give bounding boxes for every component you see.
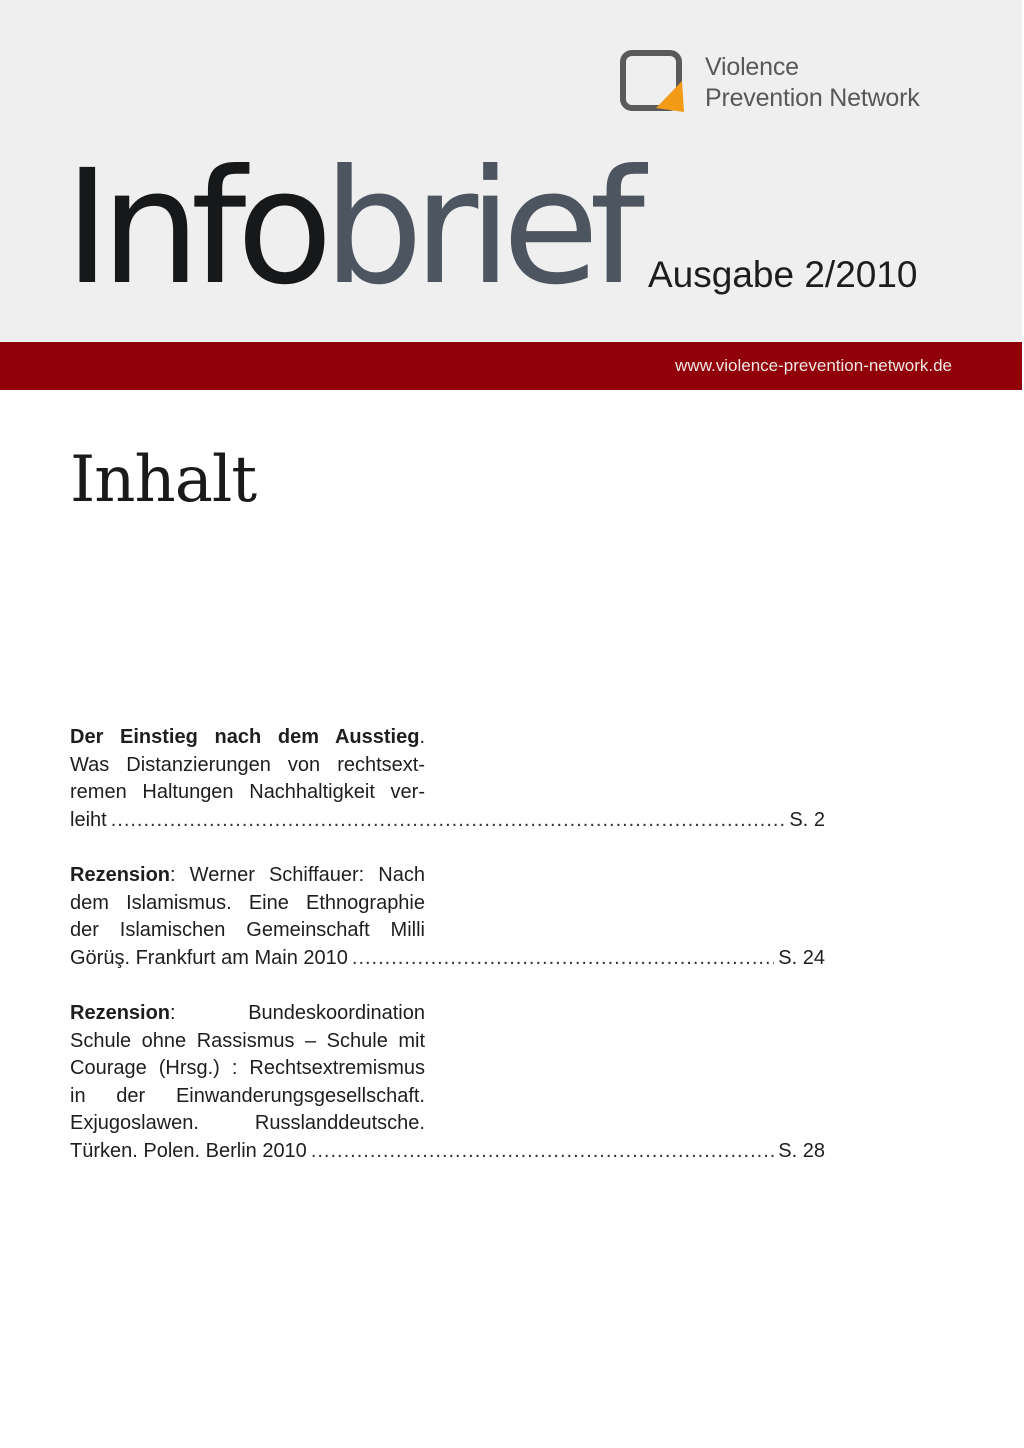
leader-dots xyxy=(111,807,786,835)
page-number: S. 28 xyxy=(778,1139,825,1162)
page-number: S. 2 xyxy=(789,808,825,831)
toc-entry-line: remen Haltungen Nachhaltigkeit ver- xyxy=(70,781,425,803)
toc-entry[interactable] xyxy=(70,862,830,972)
toc-entry-last-line xyxy=(70,1138,825,1166)
toc-entry[interactable] xyxy=(70,724,830,834)
logo-wordmark xyxy=(705,52,920,114)
page-number: S. 24 xyxy=(778,946,825,969)
toc-entry-line: leiht xyxy=(70,808,107,831)
table-of-contents xyxy=(70,724,830,1193)
toc-entry-line: Exjugoslawen. Russlanddeutsche. xyxy=(70,1112,425,1134)
toc-entry-title-rest: : Werner Schiffauer: Nach xyxy=(170,864,425,886)
toc-entry-line: der Islamischen Gemeinschaft Milli xyxy=(70,919,425,941)
toc-entry-line: Courage (Hrsg.) : Rechtsextremismus xyxy=(70,1057,425,1079)
toc-entry-title-colon: : xyxy=(170,1002,176,1024)
toc-entry-title-line xyxy=(70,1000,425,1028)
toc-entry-bold-title: Der Einstieg nach dem Ausstieg xyxy=(70,726,420,748)
issue-label: Ausgabe 2/2010 xyxy=(648,254,918,295)
toc-entry-title-rest: Bundeskoordination xyxy=(248,1002,425,1024)
page-title xyxy=(64,128,635,328)
toc-entry-bold-title: Rezension xyxy=(70,1002,171,1024)
vpn-logo-icon xyxy=(620,50,684,112)
leader-dots xyxy=(352,945,774,973)
toc-heading: Inhalt xyxy=(70,443,257,517)
toc-entry-title-line xyxy=(70,862,425,890)
toc-entry-line: Was Distanzierungen von rechtsext- xyxy=(70,753,425,776)
logo-line-2: Prevention Network xyxy=(705,84,920,112)
toc-entry-title-line: Der Einstieg nach dem Ausstieg. xyxy=(70,726,425,748)
toc-entry[interactable] xyxy=(70,1000,830,1165)
title-part-brief: brief xyxy=(323,136,636,320)
toc-entry-line: Görüş. Frankfurt am Main 2010 xyxy=(70,946,348,969)
toc-entry-last-line xyxy=(70,807,825,835)
toc-entry-line: dem Islamismus. Eine Ethnographie xyxy=(70,891,425,914)
leader-dots xyxy=(311,1138,774,1166)
logo-line-1: Violence xyxy=(705,53,799,81)
toc-entry-last-line xyxy=(70,945,825,973)
toc-entry-bold-title: Rezension xyxy=(70,864,171,886)
url-band xyxy=(0,342,1022,390)
title-part-info: Info xyxy=(64,136,324,320)
toc-entry-line: Türken. Polen. Berlin 2010 xyxy=(70,1139,307,1162)
toc-entry-line: in der Einwanderungsgesellschaft. xyxy=(70,1084,425,1107)
header xyxy=(0,0,1022,342)
website-url: www.violence-prevention-network.de xyxy=(675,356,952,375)
toc-entry-line: Schule ohne Rassismus – Schule mit xyxy=(70,1029,425,1052)
